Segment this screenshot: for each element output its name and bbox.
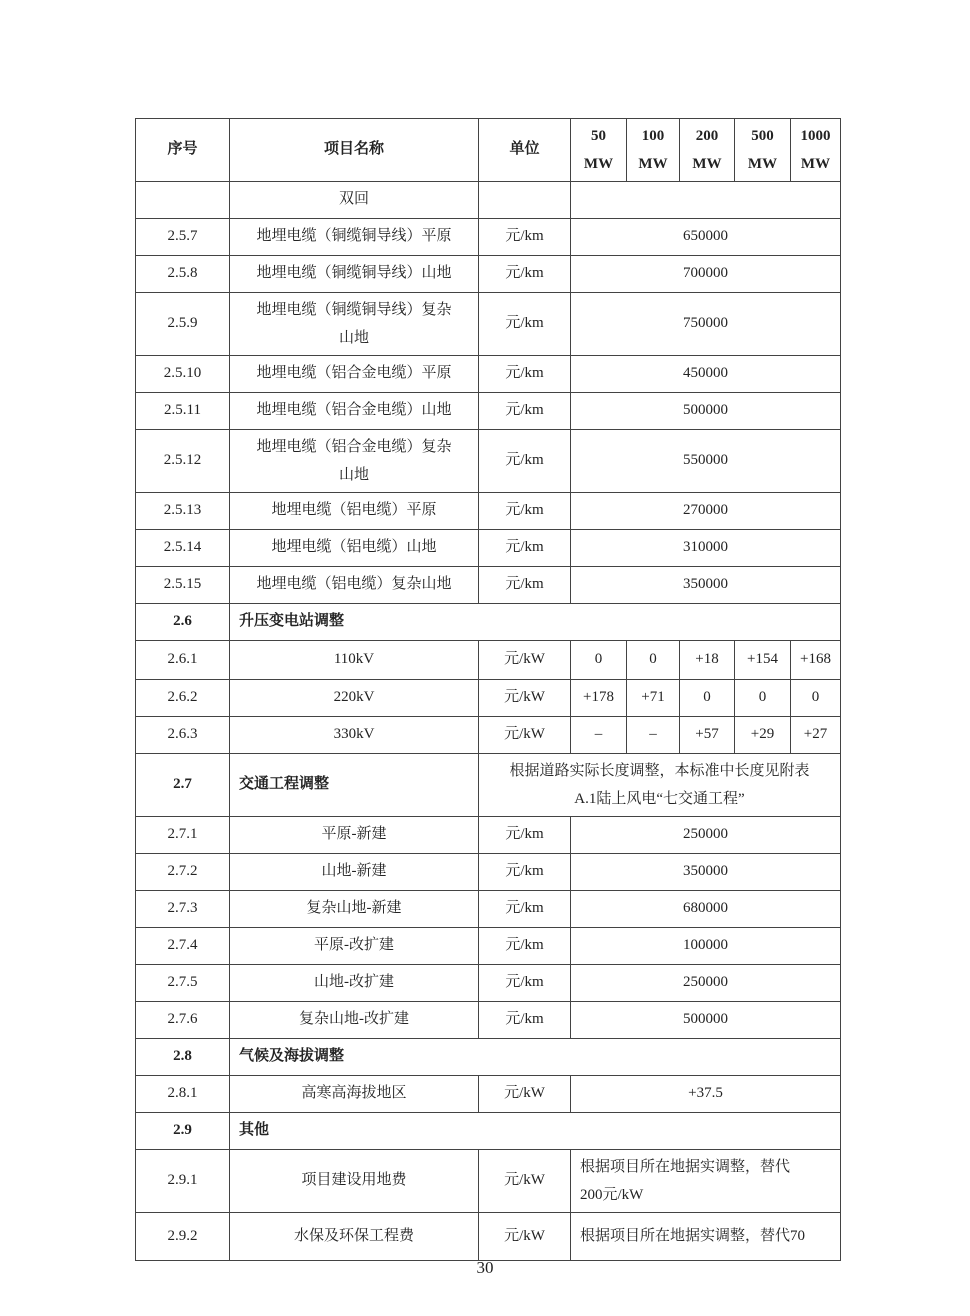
table-row xyxy=(136,928,841,965)
cell-line: 地埋电缆（铝合金电缆）复杂 xyxy=(256,439,452,455)
page-number: 30 xyxy=(476,1258,494,1277)
table-cell: +18 xyxy=(680,641,735,680)
table-cell: +168 xyxy=(791,641,841,680)
table-cell: 2.6.1 xyxy=(136,641,230,680)
table-row xyxy=(136,182,841,219)
table-cell: 元/km xyxy=(479,891,571,928)
table-cell: 2.8.1 xyxy=(136,1076,230,1113)
table-cell: 根据项目所在地据实调整，替代70 xyxy=(571,1213,841,1261)
table-cell: 元/kW xyxy=(479,1076,571,1113)
table-row xyxy=(136,1039,841,1076)
table-row xyxy=(136,717,841,754)
table-cell: 水保及环保工程费 xyxy=(230,1213,479,1261)
table-cell: +27 xyxy=(791,717,841,754)
table-cell xyxy=(571,1150,841,1213)
column-header xyxy=(791,119,841,182)
table-cell: 地埋电缆（铝电缆）山地 xyxy=(230,530,479,567)
table-cell: 2.5.7 xyxy=(136,219,230,256)
table-cell: 元/km xyxy=(479,293,571,356)
table-cell: 元/km xyxy=(479,854,571,891)
table-cell: 元/km xyxy=(479,219,571,256)
table-cell xyxy=(136,182,230,219)
table-cell: 平原-改扩建 xyxy=(230,928,479,965)
table-cell: 山地-新建 xyxy=(230,854,479,891)
table-cell: 100000 xyxy=(571,928,841,965)
table-cell: 复杂山地-新建 xyxy=(230,891,479,928)
table-cell: 元/km xyxy=(479,393,571,430)
table-cell: – xyxy=(571,717,627,754)
table-cell: +57 xyxy=(680,717,735,754)
table-cell xyxy=(230,430,479,493)
table-row xyxy=(136,817,841,854)
table-cell: 500000 xyxy=(571,393,841,430)
column-header xyxy=(735,119,791,182)
table-cell: +154 xyxy=(735,641,791,680)
cell-line: 根据项目所在地据实调整，替代 xyxy=(580,1159,791,1175)
table-cell: 310000 xyxy=(571,530,841,567)
table-cell: 650000 xyxy=(571,219,841,256)
table-row xyxy=(136,641,841,680)
table-cell: 地埋电缆（铜缆铜导线）山地 xyxy=(230,256,479,293)
table-row xyxy=(136,567,841,604)
table-cell: – xyxy=(627,717,680,754)
table-row xyxy=(136,356,841,393)
table-cell: 110kV xyxy=(230,641,479,680)
table-cell: 680000 xyxy=(571,891,841,928)
cell-line: MW xyxy=(747,156,778,172)
table-cell: 元/km xyxy=(479,493,571,530)
table-cell: 元/km xyxy=(479,530,571,567)
table-cell: 2.7.4 xyxy=(136,928,230,965)
table-cell: 元/kW xyxy=(479,641,571,680)
cell-line: 100 xyxy=(641,128,665,144)
table-cell: 高寒高海拔地区 xyxy=(230,1076,479,1113)
column-header: 项目名称 xyxy=(230,119,479,182)
table-cell: 250000 xyxy=(571,965,841,1002)
table-cell: 2.7 xyxy=(136,754,230,817)
table-cell: 地埋电缆（铝合金电缆）山地 xyxy=(230,393,479,430)
table-row xyxy=(136,493,841,530)
table-cell: 2.5.8 xyxy=(136,256,230,293)
table-cell: 500000 xyxy=(571,1002,841,1039)
cell-line: 根据道路实际长度调整，本标准中长度见附表 xyxy=(509,763,810,779)
table-cell: 2.5.14 xyxy=(136,530,230,567)
table-cell: 地埋电缆（铝合金电缆）平原 xyxy=(230,356,479,393)
cell-line: MW xyxy=(692,156,722,172)
table-row xyxy=(136,965,841,1002)
table-cell: 2.6.2 xyxy=(136,680,230,717)
table-cell: 550000 xyxy=(571,430,841,493)
cell-line: 山地 xyxy=(338,330,369,346)
column-header xyxy=(680,119,735,182)
table-cell: 交通工程调整 xyxy=(230,754,479,817)
cell-line: 500 xyxy=(751,128,774,144)
table-cell: 其他 xyxy=(230,1113,841,1150)
table-row xyxy=(136,1076,841,1113)
table-row xyxy=(136,430,841,493)
table-cell: +37.5 xyxy=(571,1076,841,1113)
table-cell: 地埋电缆（铝电缆）平原 xyxy=(230,493,479,530)
cost-adjustment-table xyxy=(135,118,841,1261)
table-cell: 元/kW xyxy=(479,680,571,717)
table-cell: 元/kW xyxy=(479,1213,571,1261)
cell-line: 山地 xyxy=(338,467,369,483)
table-row xyxy=(136,604,841,641)
table-cell: 元/km xyxy=(479,817,571,854)
table-cell: 750000 xyxy=(571,293,841,356)
cell-line: MW xyxy=(800,156,831,172)
table-row xyxy=(136,1002,841,1039)
table-cell: 270000 xyxy=(571,493,841,530)
table-cell: 元/km xyxy=(479,965,571,1002)
table-cell: 0 xyxy=(735,680,791,717)
table-cell xyxy=(571,182,841,219)
table-cell: 0 xyxy=(627,641,680,680)
table-row xyxy=(136,530,841,567)
table-cell: 复杂山地-改扩建 xyxy=(230,1002,479,1039)
table-cell: 2.9 xyxy=(136,1113,230,1150)
cell-line: MW xyxy=(583,156,614,172)
table-row xyxy=(136,754,841,817)
table-cell: 2.9.2 xyxy=(136,1213,230,1261)
table-cell xyxy=(230,293,479,356)
cell-line: 200元/kW xyxy=(580,1187,644,1203)
table-row xyxy=(136,1150,841,1213)
table-cell: +29 xyxy=(735,717,791,754)
table-cell: 2.6 xyxy=(136,604,230,641)
table-cell: 元/km xyxy=(479,356,571,393)
table-row xyxy=(136,891,841,928)
table-cell: 平原-新建 xyxy=(230,817,479,854)
table-row xyxy=(136,1113,841,1150)
table-cell: 元/km xyxy=(479,567,571,604)
table-cell: 双回 xyxy=(230,182,479,219)
table-cell: 700000 xyxy=(571,256,841,293)
table-cell: 2.5.15 xyxy=(136,567,230,604)
table-cell: 元/kW xyxy=(479,717,571,754)
table-cell: 元/km xyxy=(479,430,571,493)
column-header xyxy=(571,119,627,182)
table-cell: 元/km xyxy=(479,256,571,293)
table-cell: 350000 xyxy=(571,854,841,891)
table-cell: 350000 xyxy=(571,567,841,604)
cell-line: 1000 xyxy=(800,128,831,144)
table-cell: 2.7.3 xyxy=(136,891,230,928)
table-cell: 250000 xyxy=(571,817,841,854)
table-cell: 地埋电缆（铝电缆）复杂山地 xyxy=(230,567,479,604)
table-cell xyxy=(479,754,841,817)
cell-line: A.1陆上风电“七交通工程” xyxy=(574,791,745,807)
table-cell: 2.9.1 xyxy=(136,1150,230,1213)
cell-line: 50 xyxy=(591,128,606,144)
table-row xyxy=(136,393,841,430)
table-cell: 450000 xyxy=(571,356,841,393)
table-cell: 元/km xyxy=(479,928,571,965)
table-cell: 山地-改扩建 xyxy=(230,965,479,1002)
table-cell: 2.5.12 xyxy=(136,430,230,493)
cell-line: 地埋电缆（铜缆铜导线）复杂 xyxy=(256,302,452,318)
table-row xyxy=(136,256,841,293)
table-cell: 2.7.1 xyxy=(136,817,230,854)
table-cell xyxy=(479,182,571,219)
table-cell: 升压变电站调整 xyxy=(230,604,841,641)
table-cell: 气候及海拔调整 xyxy=(230,1039,841,1076)
table-cell: 0 xyxy=(571,641,627,680)
table-row xyxy=(136,219,841,256)
table-cell: 220kV xyxy=(230,680,479,717)
table-cell: 2.7.5 xyxy=(136,965,230,1002)
table-cell: 2.6.3 xyxy=(136,717,230,754)
table-cell: 2.5.11 xyxy=(136,393,230,430)
cell-line: MW xyxy=(638,156,668,172)
table-row xyxy=(136,854,841,891)
table-cell: 地埋电缆（铜缆铜导线）平原 xyxy=(230,219,479,256)
column-header: 单位 xyxy=(479,119,571,182)
table-cell: 2.7.6 xyxy=(136,1002,230,1039)
cell-line: 200 xyxy=(695,128,719,144)
table-header-row xyxy=(136,119,841,182)
table-cell: +178 xyxy=(571,680,627,717)
table-body xyxy=(136,119,841,1261)
column-header: 序号 xyxy=(136,119,230,182)
table-cell: 330kV xyxy=(230,717,479,754)
table-cell: 2.5.10 xyxy=(136,356,230,393)
table-row xyxy=(136,680,841,717)
table-cell: 元/km xyxy=(479,1002,571,1039)
table-cell: 2.7.2 xyxy=(136,854,230,891)
table-cell: 0 xyxy=(680,680,735,717)
table-cell: 2.5.13 xyxy=(136,493,230,530)
table-cell: 2.5.9 xyxy=(136,293,230,356)
table-cell: 2.8 xyxy=(136,1039,230,1076)
table-cell: 0 xyxy=(791,680,841,717)
table-row xyxy=(136,1213,841,1261)
table-cell: 项目建设用地费 xyxy=(230,1150,479,1213)
table-cell: +71 xyxy=(627,680,680,717)
column-header xyxy=(627,119,680,182)
table-cell: 元/kW xyxy=(479,1150,571,1213)
table-row xyxy=(136,293,841,356)
